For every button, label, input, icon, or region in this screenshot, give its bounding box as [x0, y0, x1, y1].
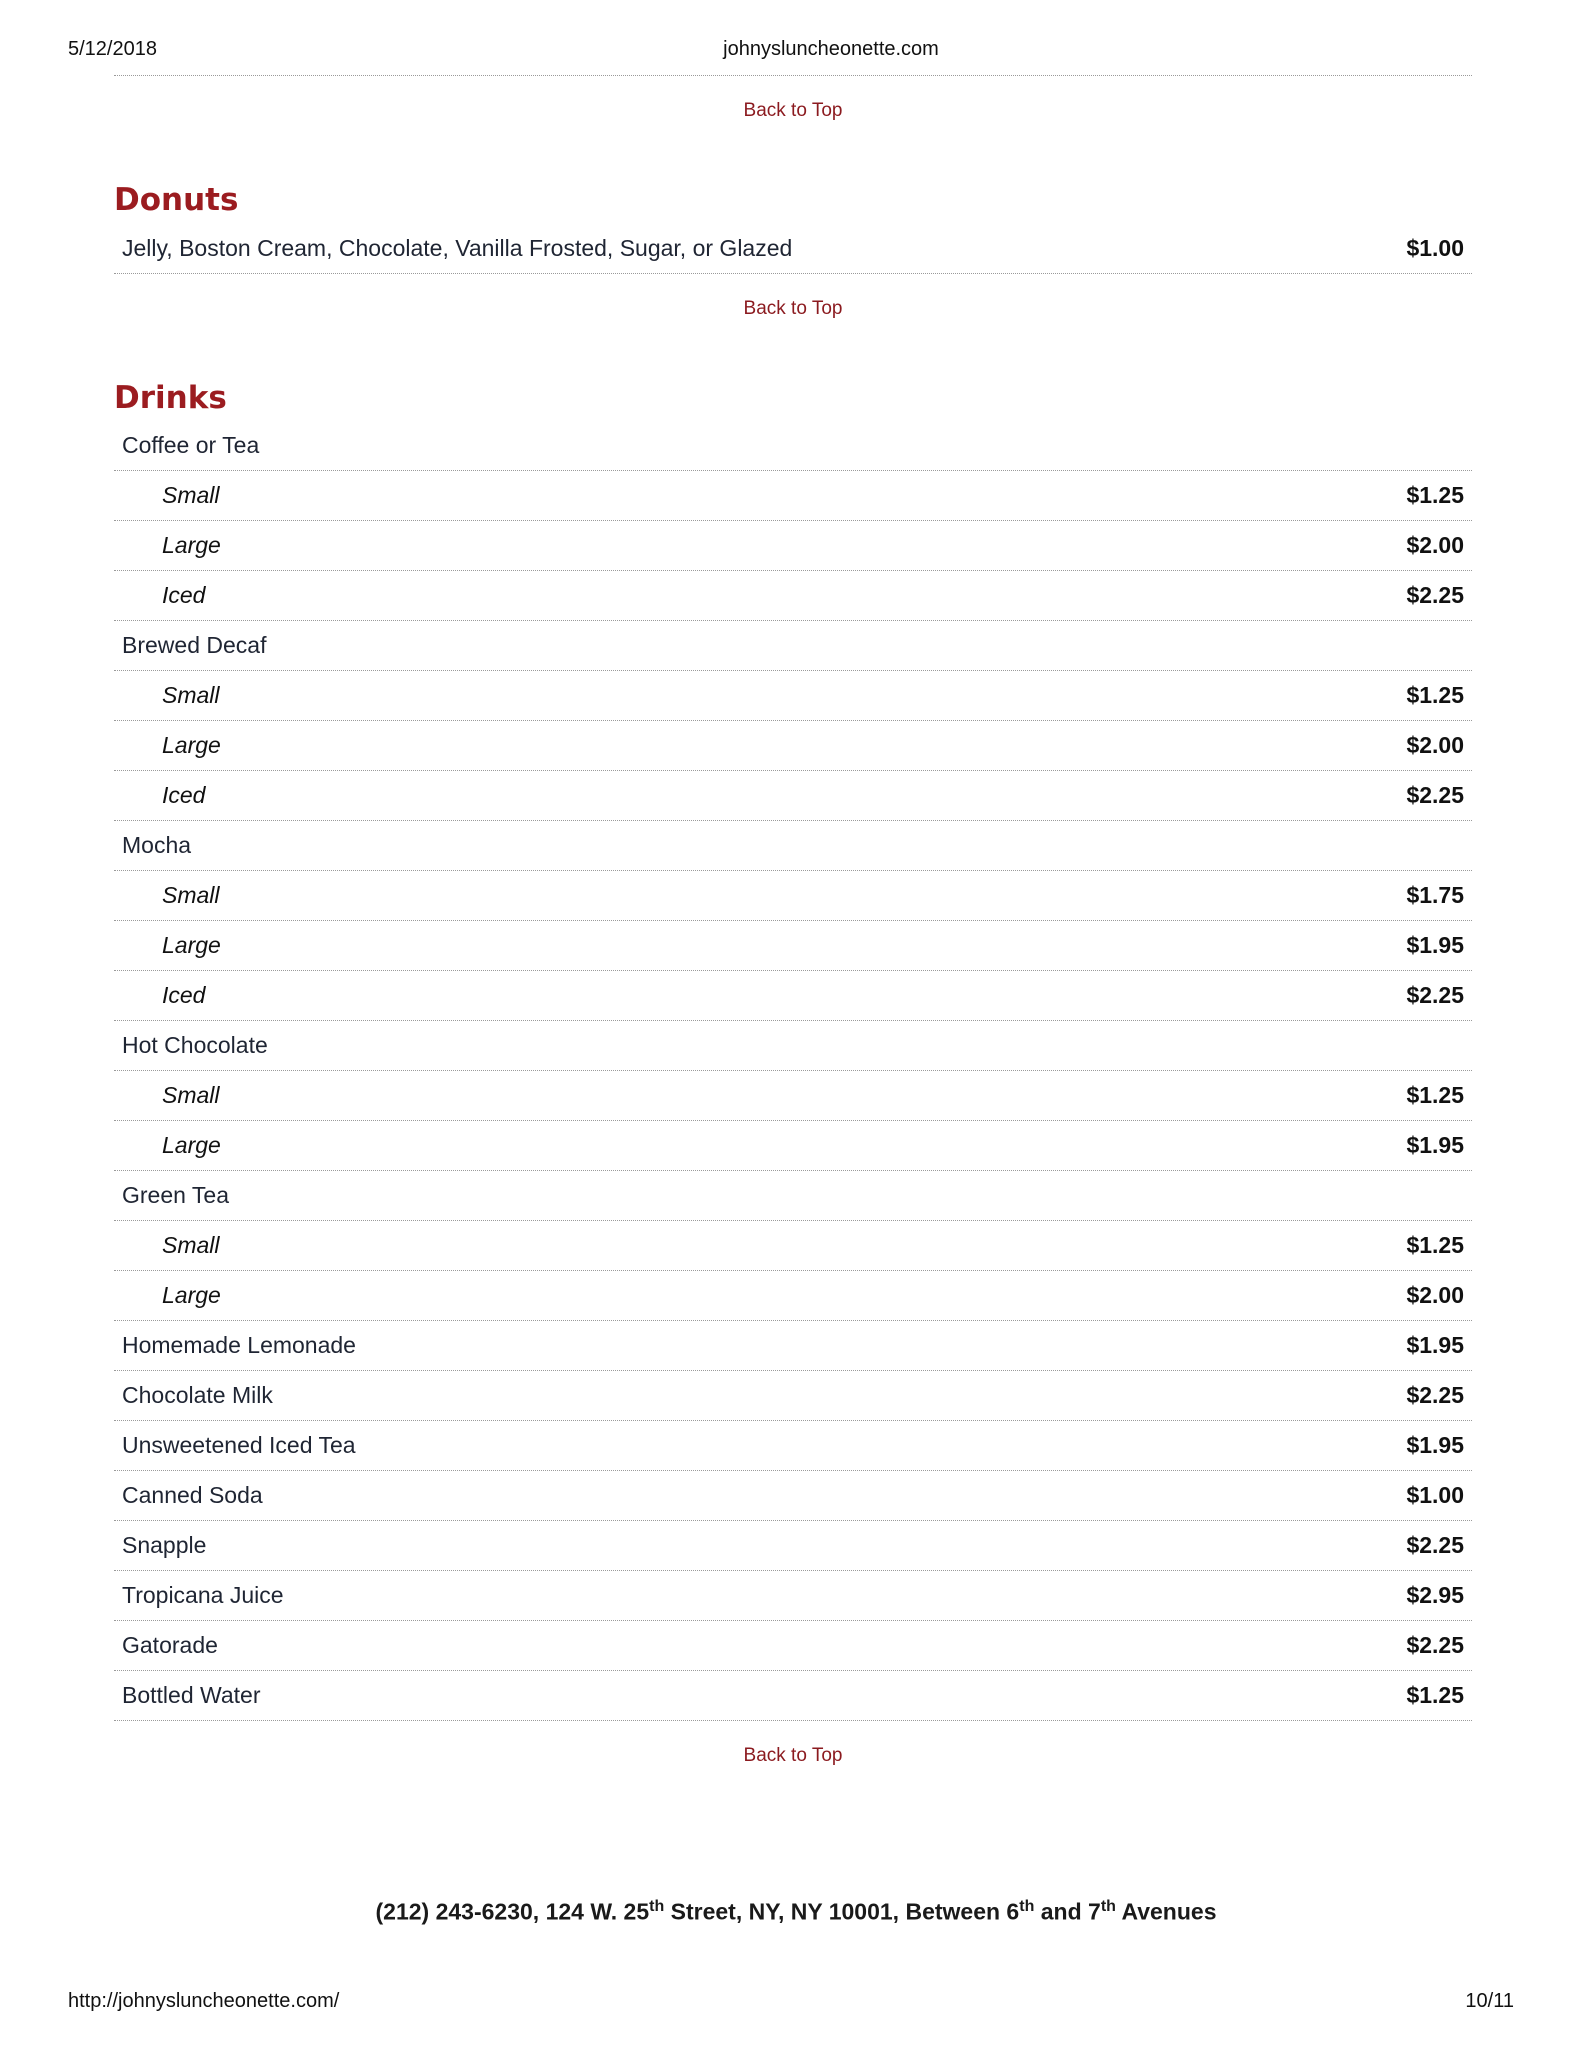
item-name: Small: [162, 1082, 220, 1108]
item-price: $2.95: [1406, 1582, 1464, 1608]
item-name: Large: [162, 1132, 221, 1158]
item-price: $2.00: [1406, 532, 1464, 558]
item-price: $1.25: [1406, 1082, 1464, 1108]
menu-item: [114, 1571, 1472, 1621]
item-name: Snapple: [122, 1532, 207, 1558]
item-price: $1.00: [1406, 1482, 1464, 1508]
menu-item-size: [114, 871, 1472, 921]
item-name: Bottled Water: [122, 1682, 261, 1708]
item-price: $1.25: [1406, 682, 1464, 708]
back-to-top-link[interactable]: Back to Top: [743, 298, 843, 319]
back-to-top-link[interactable]: Back to Top: [743, 1745, 843, 1766]
menu-item: [114, 821, 1472, 871]
item-price: $1.95: [1406, 1132, 1464, 1158]
item-price: $1.95: [1406, 932, 1464, 958]
item-name: Large: [162, 1282, 221, 1308]
section-title-donuts: Donuts: [114, 182, 239, 218]
ordinal-suffix: th: [649, 1898, 665, 1915]
item-name: Iced: [162, 982, 206, 1008]
item-price: $1.95: [1406, 1332, 1464, 1358]
menu-item-size: [114, 521, 1472, 571]
item-name: Chocolate Milk: [122, 1382, 273, 1408]
item-name: Iced: [162, 782, 206, 808]
item-name: Small: [162, 482, 220, 508]
item-price: $2.25: [1406, 1532, 1464, 1558]
item-price: $2.00: [1406, 732, 1464, 758]
contact-info: [0, 1898, 1582, 1926]
menu-item-size: [114, 1121, 1472, 1171]
menu-item: [114, 421, 1472, 471]
item-name: Green Tea: [122, 1182, 229, 1208]
item-name: Brewed Decaf: [122, 632, 267, 658]
item-name: Small: [162, 682, 220, 708]
menu-item: [114, 621, 1472, 671]
menu-item-size: [114, 1071, 1472, 1121]
menu-item-size: [114, 771, 1472, 821]
menu-content: [114, 75, 1472, 1767]
contact-street: Street, NY, NY 10001, Between 6: [664, 1898, 1020, 1925]
menu-item: [114, 1671, 1472, 1721]
menu-item-size: [114, 1271, 1472, 1321]
menu-item-size: [114, 471, 1472, 521]
menu-item: [114, 1471, 1472, 1521]
item-name: Gatorade: [122, 1632, 218, 1658]
item-price: $1.75: [1406, 882, 1464, 908]
menu-item: [114, 224, 1472, 274]
menu-item-size: [114, 1221, 1472, 1271]
item-price: $2.25: [1406, 782, 1464, 808]
item-price: $2.25: [1406, 1382, 1464, 1408]
item-price: $2.00: [1406, 1282, 1464, 1308]
item-name: Canned Soda: [122, 1482, 263, 1508]
item-name: Tropicana Juice: [122, 1582, 284, 1608]
menu-item-size: [114, 971, 1472, 1021]
contact-avenues: Avenues: [1115, 1898, 1217, 1925]
print-header: [68, 38, 1514, 64]
menu-item-size: [114, 721, 1472, 771]
item-name: Small: [162, 1232, 220, 1258]
item-name: Large: [162, 732, 221, 758]
item-price: $1.25: [1406, 1682, 1464, 1708]
item-name: Large: [162, 932, 221, 958]
item-name: Homemade Lemonade: [122, 1332, 356, 1358]
item-price: $2.25: [1406, 1632, 1464, 1658]
print-page-number: 10/11: [1465, 1990, 1514, 2012]
menu-item-size: [114, 671, 1472, 721]
menu-item: [114, 1371, 1472, 1421]
item-name: Mocha: [122, 832, 192, 858]
print-site-name: johnysluncheonette.com: [723, 38, 939, 60]
item-name: Jelly, Boston Cream, Chocolate, Vanilla Frosted, Sugar, or Glazed: [122, 235, 793, 261]
menu-item-size: [114, 571, 1472, 621]
item-name: Iced: [162, 582, 206, 608]
menu-item: [114, 1171, 1472, 1221]
item-price: $1.25: [1406, 1232, 1464, 1258]
print-url: http://johnysluncheonette.com/: [68, 1990, 340, 2012]
item-price: $1.00: [1406, 235, 1464, 261]
menu-item: [114, 1421, 1472, 1471]
drinks-list: [114, 421, 1472, 1721]
ordinal-suffix: th: [1019, 1898, 1035, 1915]
item-price: $2.25: [1406, 982, 1464, 1008]
print-date: 5/12/2018: [68, 38, 157, 60]
item-name: Large: [162, 532, 221, 558]
print-footer: [68, 1990, 1514, 2016]
section-title-drinks: Drinks: [114, 380, 227, 416]
menu-item: [114, 1321, 1472, 1371]
item-name: Coffee or Tea: [122, 432, 260, 458]
item-name: Unsweetened Iced Tea: [122, 1432, 356, 1458]
item-price: $2.25: [1406, 582, 1464, 608]
ordinal-suffix: th: [1100, 1898, 1116, 1915]
item-name: Small: [162, 882, 220, 908]
back-to-top-link[interactable]: Back to Top: [743, 100, 843, 121]
contact-phone-address: (212) 243-6230, 124 W. 25: [375, 1898, 650, 1925]
divider: [114, 75, 1472, 76]
item-name: Hot Chocolate: [122, 1032, 268, 1058]
menu-item: [114, 1521, 1472, 1571]
menu-item-size: [114, 921, 1472, 971]
contact-between: and 7: [1034, 1898, 1101, 1925]
donuts-list: [114, 224, 1472, 274]
menu-item: [114, 1021, 1472, 1071]
item-price: $1.25: [1406, 482, 1464, 508]
item-price: $1.95: [1406, 1432, 1464, 1458]
menu-item: [114, 1621, 1472, 1671]
